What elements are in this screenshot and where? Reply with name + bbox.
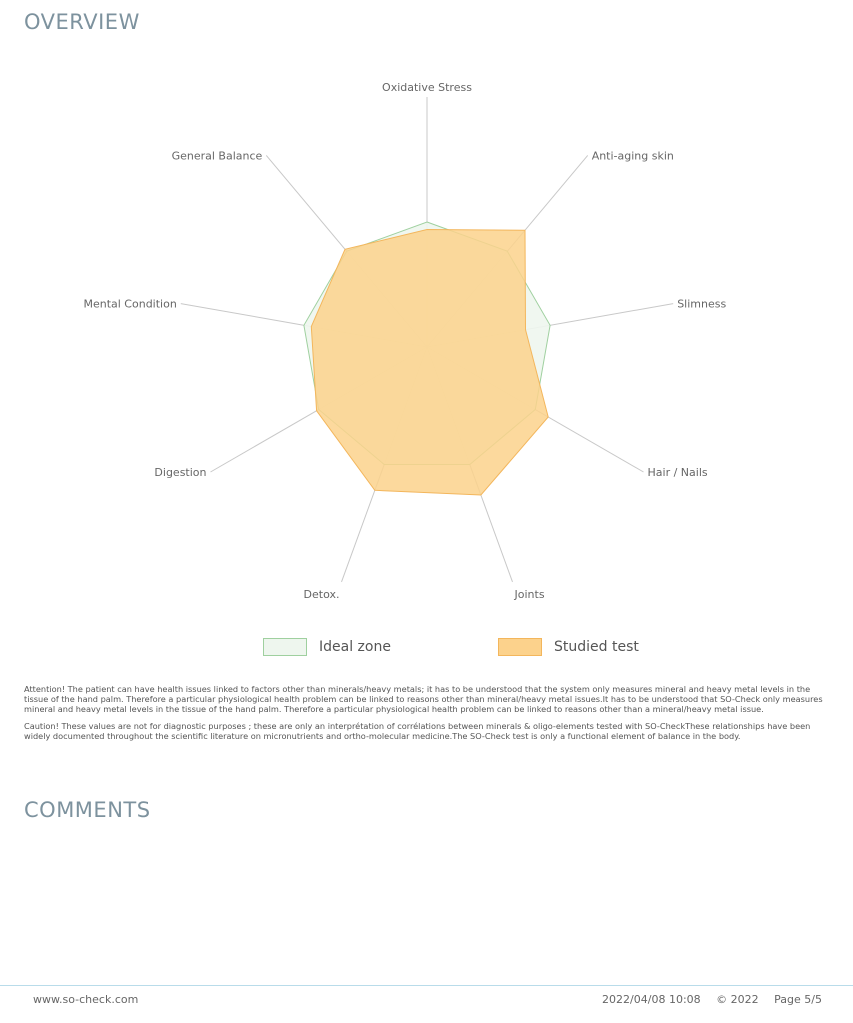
chart-legend [0, 638, 853, 660]
footer-divider [0, 985, 853, 986]
axis-label-slimness: Slimness [677, 297, 727, 311]
legend-swatch-studied [498, 638, 542, 656]
attention-note: Attention! The patient can have health issues linked to factors other than minerals/heavy metals; it has to be understood that the system only measures mineral and heavy metal levels in the tissue of the hand palm. Therefore a particular physiological health problem can be linked to reasons other than mineral/heavy metal issues.It has to be understood that SO-Check only measures mineral and heavy metal levels in the tissue of the hand palm. Therefore a particular physiological health problem can be linked to reasons other than a mineral/heavy metal issue. [24, 684, 823, 714]
caution-note: Caution! These values are not for diagnostic purposes ; these are only an interprétation of corrélations between minerals & oligo-elements tested with SO-CheckThese relationships have been widely documented throughout the scientific literature on micronutrients and ortho-molecular medicine.The SO-Check test is only a functional element of balance in the body. [24, 721, 811, 741]
axis-label-digestion: Digestion [154, 466, 207, 479]
axis-label-oxidative-stress: Oxidative Stress [382, 81, 472, 94]
series-studied-test [311, 230, 548, 496]
radar-chart [0, 60, 853, 620]
disclaimer-notes [24, 684, 830, 748]
axis-label-detox: Detox. [303, 587, 340, 601]
footer-page-number: Page 5/5 [774, 993, 822, 1006]
axis-label-joints: Joints [514, 587, 545, 601]
overview-title: OVERVIEW [24, 10, 140, 34]
footer-website: www.so-check.com [33, 993, 139, 1006]
axis-label-general-balance: General Balance [171, 149, 263, 163]
legend-label-ideal: Ideal zone [319, 639, 391, 655]
footer-datetime: 2022/04/08 10:08 [602, 993, 701, 1006]
legend-label-studied: Studied test [554, 639, 639, 655]
comments-title: COMMENTS [24, 798, 151, 822]
legend-item-ideal [263, 638, 391, 656]
axis-label-mental-condition: Mental Condition [83, 297, 177, 311]
axis-label-hair-nails: Hair / Nails [647, 466, 708, 479]
axis-label-anti-aging-skin: Anti-aging skin [591, 149, 674, 163]
legend-item-studied [498, 638, 639, 656]
footer-meta [590, 993, 822, 1006]
legend-swatch-ideal [263, 638, 307, 656]
footer-copyright: © 2022 [716, 993, 759, 1006]
